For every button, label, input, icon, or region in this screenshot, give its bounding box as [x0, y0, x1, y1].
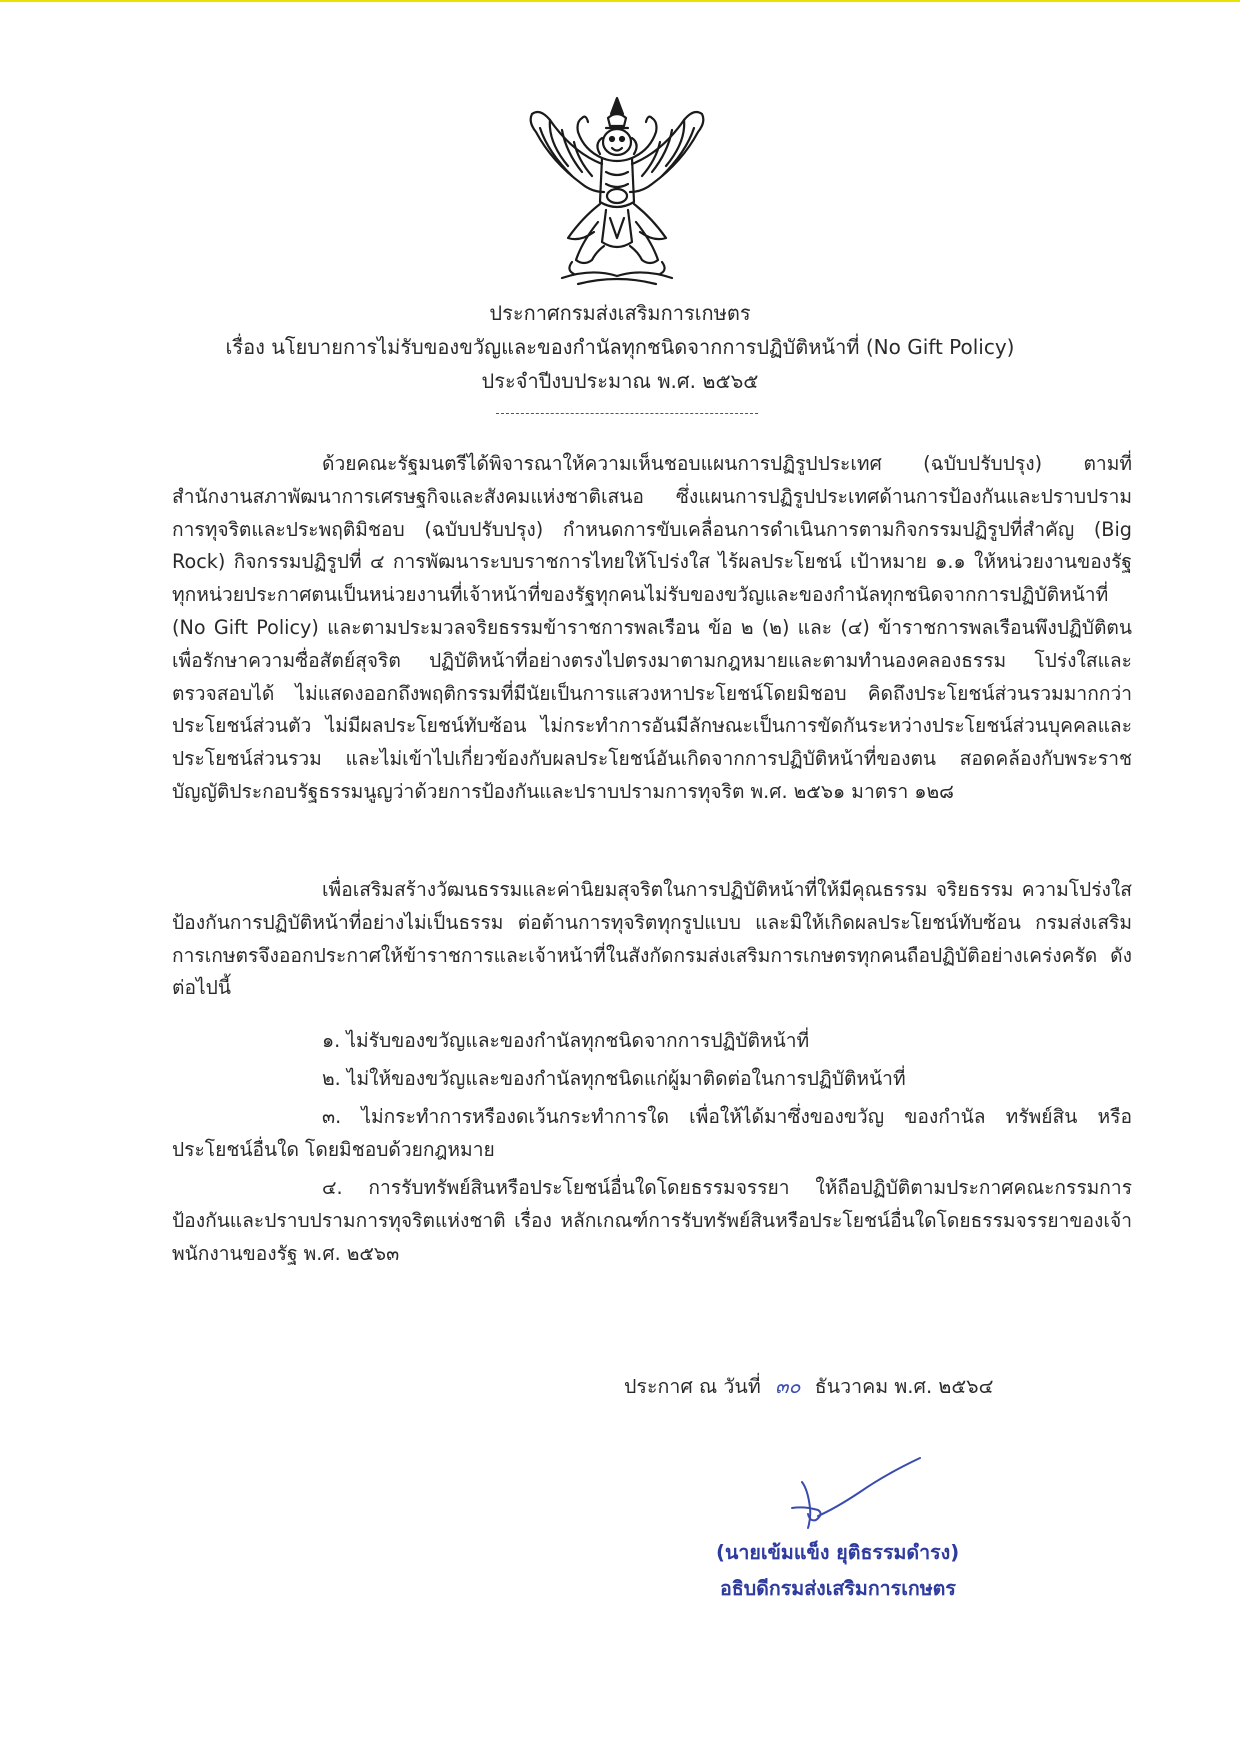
top-highlight-strip — [0, 0, 1240, 2]
signer-block — [716, 1535, 986, 1607]
body-paragraph-1: ด้วยคณะรัฐมนตรีได้พิจารณาให้ความเห็นชอบแผนการปฏิรูปประเทศ (ฉบับปรับปรุง) ตามที่สำนักงานสภาพัฒนาการเศรษฐกิจและสังคมแห่งชาติเสนอ ซึ่งแผนการปฏิรูปประเทศด้านการป้องกันและปราบปรามการทุจริตและประพฤติมิชอบ (ฉบับปรับปรุง) กำหนดการขับเคลื่อนการดำเนินการตามกิจกรรมปฏิรูปที่สำคัญ (Big Rock) กิจกรรมปฏิรูปที่ ๔ การพัฒนาระบบราชการไทยให้โปร่งใส ไร้ผลประโยชน์ เป้าหมาย ๑.๑ ให้หน่วยงานของรัฐทุกหน่วยประกาศตนเป็นหน่วยงานที่เจ้าหน้าที่ของรัฐทุกคนไม่รับของขวัญและของกำนัลทุกชนิดจากการปฏิบัติหน้าที่ (No Gift Policy) และตามประมวลจริยธรรมข้าราชการพลเรือน ข้อ ๒ (๒) และ (๔) ข้าราชการพลเรือนพึงปฏิบัติตนเพื่อรักษาความซื่อสัตย์สุจริต ปฏิบัติหน้าที่อย่างตรงไปตรงมาตามกฎหมายและตามทำนองคลองธรรม โปร่งใสและตรวจสอบได้ ไม่แสดงออกถึงพฤติกรรมที่มีนัยเป็นการแสวงหาประโยชน์โดยมิชอบ คิดถึงประโยชน์ส่วนรวมมากกว่าประโยชน์ส่วนตัว ไม่มีผลประโยชน์ทับซ้อน ไม่กระทำการอันมีลักษณะเป็นการขัดกันระหว่างประโยชน์ส่วนบุคคลและประโยชน์ส่วนรวม และไม่เข้าไปเกี่ยวข้องกับผลประโยชน์อันเกิดจากการปฏิบัติหน้าที่ของตน สอดคล้องกับพระราชบัญญัติประกอบรัฐธรรมนูญว่าด้วยการป้องกันและปราบปรามการทุจริต พ.ศ. ๒๕๖๑ มาตรา ๑๒๘ — [172, 452, 1132, 803]
signer-name: (นายเข้มแข็ง ยุติธรรมดำรง) — [716, 1541, 960, 1564]
fiscal-year-title: ประจำปีงบประมาณ พ.ศ. ๒๕๖๕ — [481, 369, 759, 393]
garuda-emblem-icon — [522, 92, 712, 288]
body-paragraph-2: เพื่อเสริมสร้างวัฒนธรรมและค่านิยมสุจริตในการปฏิบัติหน้าที่ให้มีคุณธรรม จริยธรรม ความโปร่งใส ป้องกันการปฏิบัติหน้าที่อย่างไม่เป็นธรรม ต่อต้านการทุจริตทุกรูปแบบ และมิให้เกิดผลประโยชน์ทับซ้อน กรมส่งเสริมการเกษตรจึงออกประกาศให้ข้าราชการและเจ้าหน้าที่ในสังกัดกรมส่งเสริมการเกษตรทุกคนถือปฏิบัติอย่างเคร่งครัด ดังต่อไปนี้ — [172, 878, 1132, 1000]
issuer-title: ประกาศกรมส่งเสริมการเกษตร — [489, 301, 751, 325]
subject-title: เรื่อง นโยบายการไม่รับของขวัญและของกำนัลทุกชนิดจากการปฏิบัติหน้าที่ (No Gift Policy) — [225, 335, 1015, 359]
announcement-heading — [0, 296, 1240, 398]
clause-item-1: ๑. ไม่รับของขวัญและของกำนัลทุกชนิดจากการปฏิบัติหน้าที่ — [322, 1029, 810, 1052]
signature-image — [780, 1450, 930, 1540]
announcement-date — [624, 1371, 993, 1403]
date-prefix: ประกาศ ณ วันที่ — [624, 1375, 761, 1398]
heading-divider — [496, 413, 758, 414]
clause-item-3: ๓. ไม่กระทำการหรืองดเว้นกระทำการใด เพื่อให้ได้มาซึ่งของขวัญ ของกำนัล ทรัพย์สิน หรือประโยชน์อื่นใด โดยมิชอบด้วยกฎหมาย — [172, 1105, 1132, 1161]
signer-position: อธิบดีกรมส่งเสริมการเกษตร — [720, 1577, 956, 1600]
clause-item-4: ๔. การรับทรัพย์สินหรือประโยชน์อื่นใดโดยธรรมจรรยา ให้ถือปฏิบัติตามประกาศคณะกรรมการป้องกันและปราบปรามการทุจริตแห่งชาติ เรื่อง หลักเกณฑ์การรับทรัพย์สินหรือประโยชน์อื่นใดโดยธรรมจรรยาของเจ้าพนักงานของรัฐ พ.ศ. ๒๕๖๓ — [172, 1176, 1132, 1265]
clause-item-2: ๒. ไม่ให้ของขวัญและของกำนัลทุกชนิดแก่ผู้มาติดต่อในการปฏิบัติหน้าที่ — [322, 1067, 906, 1090]
date-day-handwritten: ๓๐ — [775, 1375, 801, 1398]
date-month-year: ธันวาคม พ.ศ. ๒๕๖๔ — [814, 1375, 994, 1398]
